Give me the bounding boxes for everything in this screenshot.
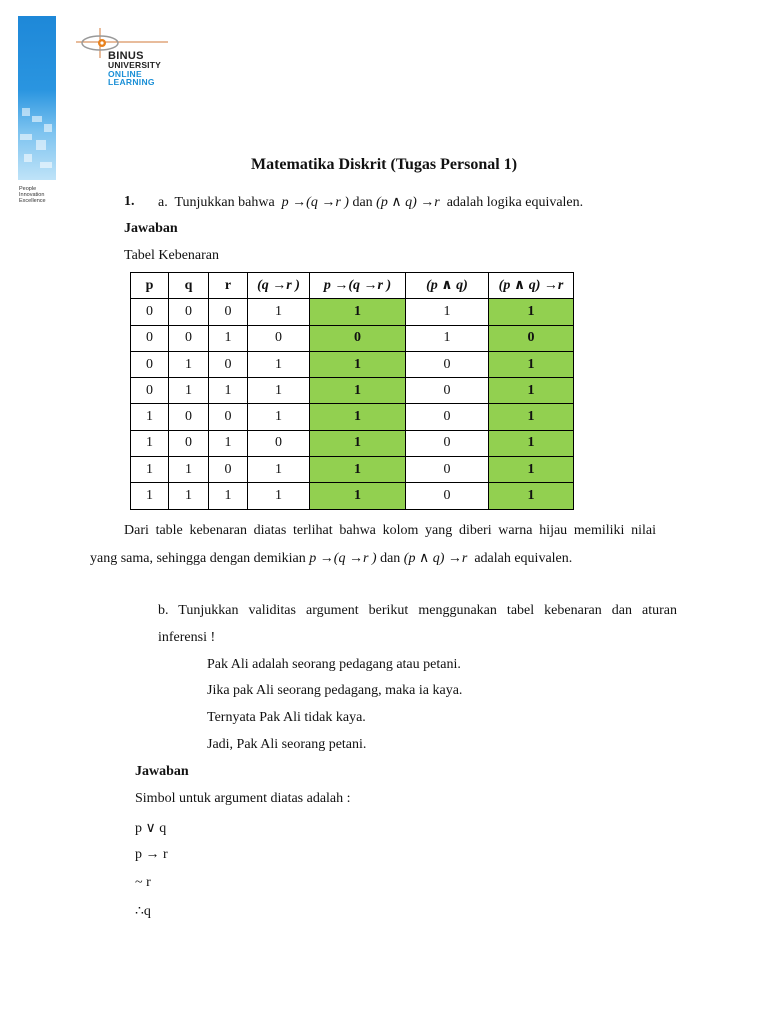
table-row [131, 325, 574, 351]
table-cell: 1 [406, 299, 489, 325]
table-caption: Tabel Kebenaran [124, 248, 220, 263]
table-cell: 0 [406, 351, 489, 377]
table-cell: 0 [131, 378, 169, 404]
table-cell: 0 [406, 378, 489, 404]
question-number: 1. [124, 194, 135, 209]
table-cell: 0 [169, 299, 209, 325]
part-a-label: a. [158, 195, 168, 210]
table-cell: 1 [248, 351, 310, 377]
logo-binus: BINUS [108, 50, 144, 62]
conclusion-text-mid: dan [380, 551, 401, 566]
table-cell: 1 [169, 483, 209, 509]
table-row [131, 378, 574, 404]
table-cell: 0 [131, 351, 169, 377]
table-cell: 1 [209, 378, 248, 404]
truth-table [130, 272, 574, 510]
table-cell: 0 [248, 325, 310, 351]
table-cell: 1 [248, 378, 310, 404]
conclusion-text-pre: yang sama, sehingga dengan demikian [90, 551, 306, 566]
conclusion-line-2 [90, 550, 572, 567]
brand-tagline [19, 186, 46, 204]
table-cell: 1 [209, 430, 248, 456]
part-a-text-mid: dan [352, 195, 373, 210]
question-1a [158, 194, 583, 211]
symbol-conclusion: ∴q [135, 904, 151, 919]
table-row [131, 430, 574, 456]
table-cell: 1 [248, 299, 310, 325]
tagline-innovation: Innovation [19, 192, 45, 198]
tagline-people: People [19, 186, 37, 192]
table-row [131, 404, 574, 430]
table-cell: 0 [248, 430, 310, 456]
table-cell: 0 [169, 404, 209, 430]
table-cell: 0 [406, 483, 489, 509]
table-cell: 1 [131, 483, 169, 509]
table-cell: 1 [489, 378, 574, 404]
document-title: Matematika Diskrit (Tugas Personal 1) [250, 156, 518, 173]
answer-heading-2: Jawaban [135, 764, 189, 779]
header-cell: q [169, 273, 209, 299]
premise-2: Jika pak Ali seorang pedagang, maka ia kaya. [207, 683, 463, 698]
table-cell: 1 [248, 483, 310, 509]
premise-3: Ternyata Pak Ali tidak kaya. [207, 710, 366, 725]
table-cell: 0 [489, 325, 574, 351]
table-cell: 1 [169, 351, 209, 377]
tagline-excellence: Excellence [19, 198, 46, 204]
answer-heading-1: Jawaban [124, 221, 178, 236]
symbol-premise-2: p → r [135, 847, 168, 862]
table-row [131, 483, 574, 509]
table-header-row [131, 273, 574, 299]
table-cell: 0 [406, 457, 489, 483]
part-a-expr1: p →(q →r ) [281, 195, 349, 210]
part-a-text-pre: Tunjukkan bahwa [174, 195, 275, 210]
table-cell: 0 [169, 430, 209, 456]
table-cell: 1 [248, 457, 310, 483]
table-cell: 1 [310, 430, 406, 456]
table-cell: 0 [406, 430, 489, 456]
header-cell: r [209, 273, 248, 299]
table-cell: 1 [248, 404, 310, 430]
header-cell: (q →r ) [248, 273, 310, 299]
table-cell: 1 [131, 430, 169, 456]
part-a-expr2: (p ∧ q) →r [376, 195, 440, 210]
premise-1: Pak Ali adalah seorang pedagang atau petani. [207, 657, 461, 672]
table-cell: 0 [209, 457, 248, 483]
logo-online: ONLINE [108, 68, 142, 79]
table-row [131, 299, 574, 325]
table-cell: 0 [131, 299, 169, 325]
table-cell: 1 [310, 404, 406, 430]
symbol-intro: Simbol untuk argument diatas adalah : [135, 791, 351, 806]
table-cell: 1 [489, 351, 574, 377]
header-cell: p [131, 273, 169, 299]
table-cell: 1 [169, 457, 209, 483]
table-cell: 1 [169, 378, 209, 404]
premise-4: Jadi, Pak Ali seorang petani. [207, 737, 367, 752]
table-row [131, 351, 574, 377]
table-cell: 0 [169, 325, 209, 351]
table-cell: 1 [406, 325, 489, 351]
part-a-text-post: adalah logika equivalen. [446, 195, 584, 210]
part-b-line-1: b. Tunjukkan validitas argument berikut menggunakan tabel kebenaran dan aturan [158, 603, 677, 618]
table-cell: 0 [131, 325, 169, 351]
table-cell: 1 [131, 457, 169, 483]
table-cell: 1 [310, 378, 406, 404]
table-cell: 0 [209, 404, 248, 430]
conclusion-expr2: (p ∧ q) →r [403, 551, 468, 566]
header-cell: (p ∧ q) →r [489, 273, 574, 299]
table-cell: 0 [209, 351, 248, 377]
table-row [131, 457, 574, 483]
table-cell: 1 [310, 483, 406, 509]
table-cell: 0 [310, 325, 406, 351]
part-b-line-2: inferensi ! [158, 630, 216, 645]
symbol-premise-1: p ∨ q [135, 821, 167, 836]
logo-university: UNIVERSITY [108, 60, 162, 70]
table-cell: 1 [489, 483, 574, 509]
table-cell: 1 [209, 483, 248, 509]
table-cell: 1 [131, 404, 169, 430]
header-cell: p →(q →r ) [310, 273, 406, 299]
table-cell: 1 [209, 325, 248, 351]
table-cell: 1 [489, 404, 574, 430]
table-cell: 0 [406, 404, 489, 430]
conclusion-expr1: p →(q →r ) [309, 551, 377, 566]
symbol-premise-3: ~ r [135, 875, 151, 890]
table-cell: 1 [489, 457, 574, 483]
table-cell: 1 [489, 430, 574, 456]
logo-learning: LEARNING [108, 77, 155, 87]
table-cell: 0 [209, 299, 248, 325]
header-cell: (p ∧ q) [406, 273, 489, 299]
binus-logo [108, 51, 161, 87]
truth-table-body [131, 299, 574, 509]
conclusion-line-1: Dari table kebenaran diatas terlihat bahwa kolom yang diberi warna hijau memiliki nilai [124, 523, 656, 538]
table-cell: 1 [489, 299, 574, 325]
table-cell: 1 [310, 299, 406, 325]
conclusion-text-post: adalah equivalen. [474, 551, 573, 566]
table-cell: 1 [310, 457, 406, 483]
table-cell: 1 [310, 351, 406, 377]
